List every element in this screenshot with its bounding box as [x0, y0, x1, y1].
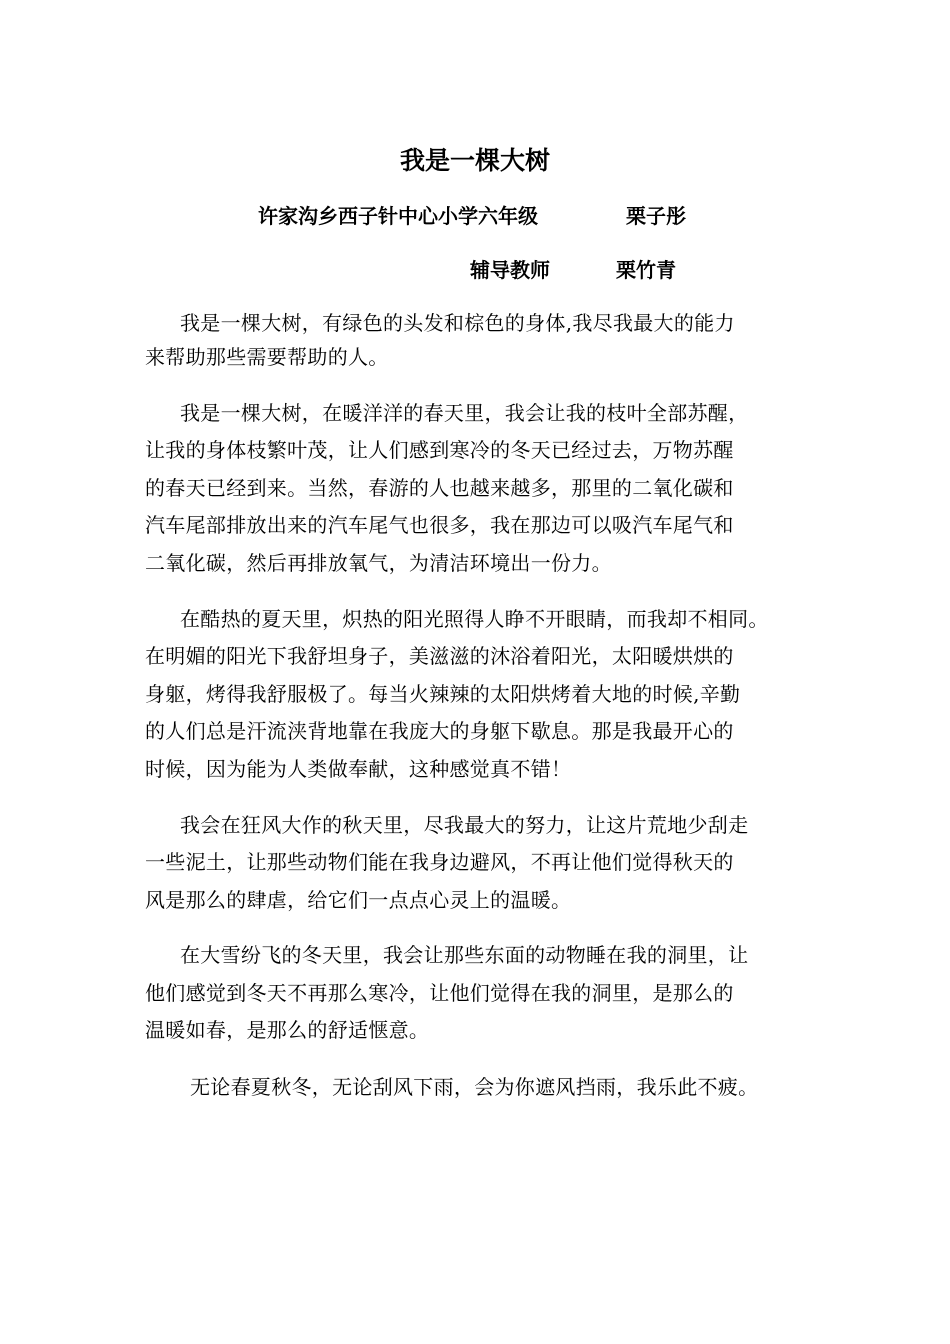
paragraph-3-line-1: 在酷热的夏天里，炽热的阳光照得人睁不开眼睛，而我却不相同。	[180, 607, 769, 631]
paragraph-6-line-1: 无论春夏秋冬，无论刮风下雨，会为你遮风挡雨，我乐此不疲。	[190, 1075, 759, 1099]
paragraph-4-line-2: 一些泥土，让那些动物们能在我身边避风，不再让他们觉得秋天的	[145, 850, 734, 874]
paragraph-2-line-5: 二氧化碳，然后再排放氧气，为清洁环境出一份力。	[145, 551, 612, 575]
author-name: 栗子彤	[626, 204, 686, 228]
paragraph-5-line-3: 温暖如春，是那么的舒适惬意。	[145, 1018, 430, 1042]
paragraph-4-line-1: 我会在狂风大作的秋天里，尽我最大的努力，让这片荒地少刮走	[180, 813, 749, 837]
paragraph-3-line-2: 在明媚的阳光下我舒坦身子，美滋滋的沐浴着阳光，太阳暖烘烘的	[145, 644, 734, 668]
paragraph-3-line-5: 时候，因为能为人类做奉献，这种感觉真不错！	[145, 757, 572, 781]
paragraph-2-line-4: 汽车尾部排放出来的汽车尾气也很多，我在那边可以吸汽车尾气和	[145, 513, 734, 537]
school-name: 许家沟乡西子针中心小学六年级	[258, 204, 538, 228]
document-title: 我是一棵大树	[399, 146, 550, 175]
advisor-label: 辅导教师	[470, 258, 550, 282]
paragraph-3-line-4: 的人们总是汗流浃背地靠在我庞大的身躯下歇息。那是我最开心的	[145, 719, 734, 743]
paragraph-2-line-2: 让我的身体枝繁叶茂，让人们感到寒冷的冬天已经过去，万物苏醒	[145, 438, 734, 462]
paragraph-5-line-1: 在大雪纷飞的冬天里，我会让那些东面的动物睡在我的洞里，让	[180, 943, 749, 967]
paragraph-1-line-1: 我是一棵大树，有绿色的头发和棕色的身体,我尽我最大的能力	[180, 311, 735, 335]
paragraph-3-line-3: 身躯，烤得我舒服极了。每当火辣辣的太阳烘烤着大地的时候,辛勤	[145, 682, 741, 706]
advisor-name: 栗竹青	[616, 258, 676, 282]
paragraph-2-line-3: 的春天已经到来。当然，春游的人也越来越多，那里的二氧化碳和	[145, 476, 734, 500]
paragraph-4-line-3: 风是那么的肆虐，给它们一点点心灵上的温暖。	[145, 888, 572, 912]
paragraph-5-line-2: 他们感觉到冬天不再那么寒冷，让他们觉得在我的洞里，是那么的	[145, 981, 734, 1005]
paragraph-2-line-1: 我是一棵大树，在暖洋洋的春天里，我会让我的枝叶全部苏醒，	[180, 401, 749, 425]
paragraph-1-line-2: 来帮助那些需要帮助的人。	[145, 345, 389, 369]
